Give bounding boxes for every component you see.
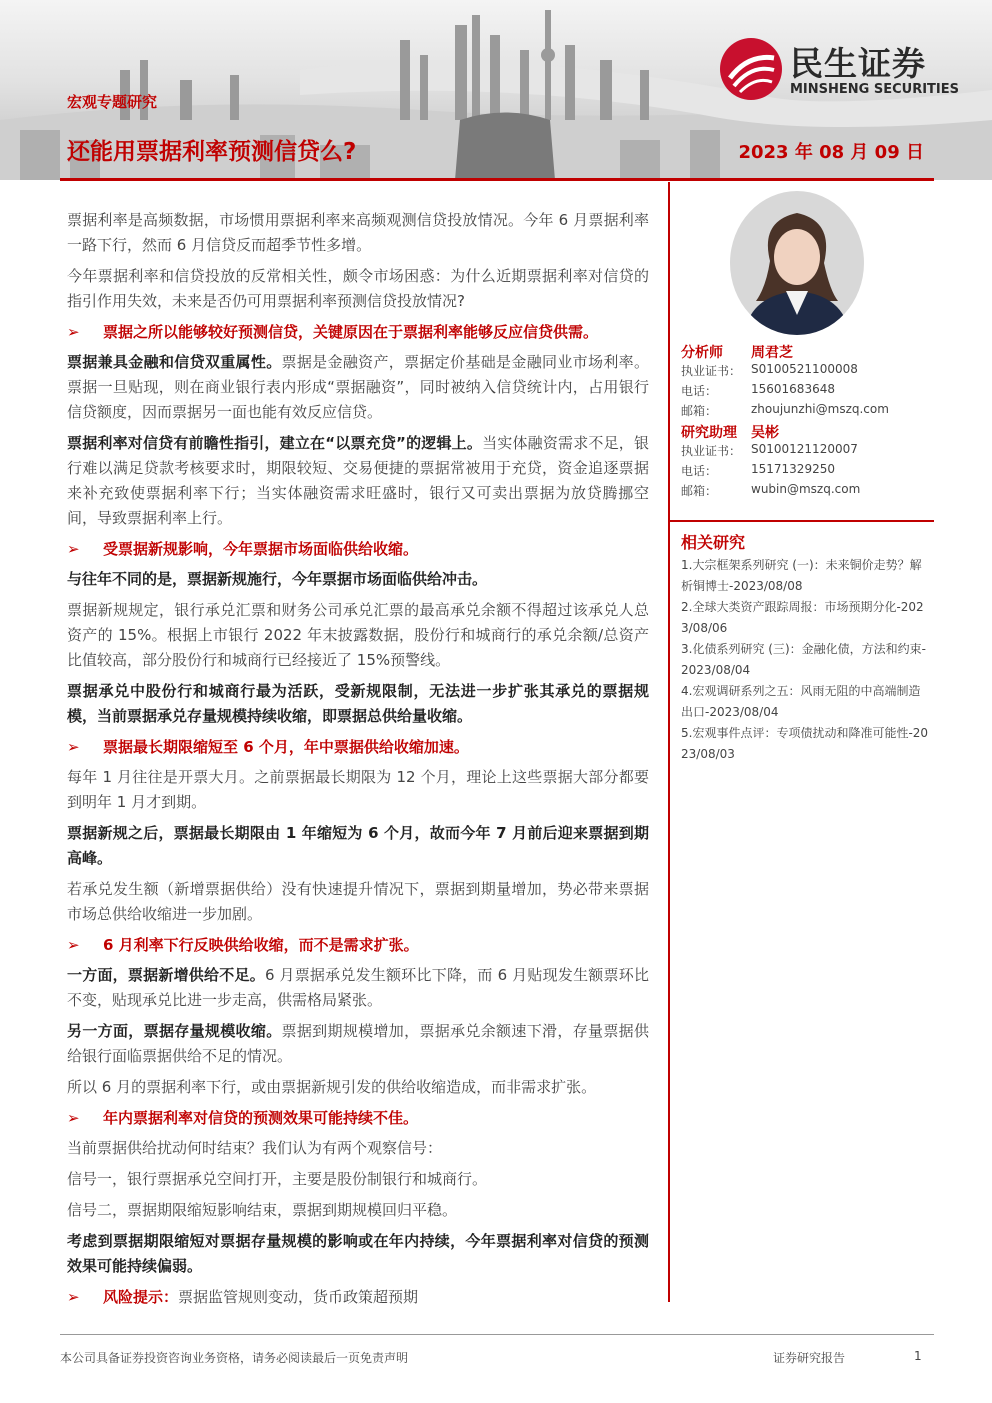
company-logo (718, 36, 968, 106)
analyst-value: S0100121120007 (751, 442, 858, 456)
analyst-value: S0100521100008 (751, 362, 858, 376)
paragraph-lead: 票据新规之后，票据最长期限由 1 年缩短为 6 个月，故而今年 7 月前后迎来票据到期高峰。 (67, 824, 649, 867)
sidebar-divider (670, 520, 934, 522)
paragraph-lead: 考虑到票据期限缩短对票据存量规模的影响或在年内持续，今年票据利率对信贷的预测效果可能持续偏弱。 (67, 1232, 649, 1275)
paragraph-text: 6 月票据承兑发生额环比下降，而 6 月贴现发生额票环比不变，贴现承兑比进一步走高，供需格局紧张。 (67, 966, 649, 1009)
logo-name: 民生证券 (790, 44, 926, 83)
body-paragraph (67, 1075, 649, 1100)
paragraph-text: 每年 1 月往往是开票大月。之前票据最长期限为 12 个月，理论上这些票据大部分都要到明年 1 月才到期。 (67, 768, 649, 811)
footer-disclaimer: 本公司具备证券投资咨询业务资格，请务必阅读最后一页免责声明 (60, 1351, 409, 1365)
analyst-name-row (681, 422, 931, 442)
section-heading (67, 1106, 649, 1130)
paragraph-text: 当实体融资需求不足，银行难以满足贷款考核要求时，期限较短、交易便捷的票据常被用于充贷，资金追逐票据来补充致使票据利率下行；当实体融资需求旺盛时，银行又可卖出票据为放贷腾挪空间，导致票据利率上行。 (67, 434, 649, 527)
column-divider (668, 182, 670, 1302)
analyst-label: 电话： (681, 464, 718, 478)
analyst-info (681, 342, 931, 502)
arrow-bullet-icon: ➢ (67, 738, 80, 756)
analyst-value: zhoujunzhi@mszq.com (751, 402, 889, 416)
analyst-detail-row (681, 402, 931, 422)
body-paragraph (67, 963, 649, 1013)
body-paragraph (67, 821, 649, 871)
arrow-bullet-icon: ➢ (67, 540, 80, 558)
related-research-item[interactable]: 5.宏观事件点评：专项债扰动和降准可能性-2023/08/03 (681, 726, 929, 761)
related-research-item[interactable]: 3.化债系列研究 (三)：金融化债，方法和约束-2023/08/04 (681, 642, 926, 677)
body-paragraph (67, 350, 649, 425)
arrow-bullet-icon: ➢ (67, 1109, 80, 1127)
analyst-value: 吴彬 (751, 425, 779, 441)
analyst-label: 邮箱： (681, 404, 718, 418)
section-heading-text: 6 月利率下行反映供给收缩，而不是需求扩张。 (103, 936, 419, 954)
page-number: 1 (914, 1349, 922, 1363)
logo-english-name: MINSHENG SECURITIES (790, 82, 959, 97)
body-paragraph (67, 1229, 649, 1279)
body-paragraph (67, 431, 649, 531)
section-heading (67, 537, 649, 561)
paragraph-lead: 一方面，票据新增供给不足。 (67, 966, 265, 984)
report-date: 2023 年 08 月 09 日 (738, 142, 924, 163)
arrow-bullet-icon: ➢ (67, 936, 80, 954)
arrow-bullet-icon: ➢ (67, 1288, 80, 1306)
section-heading (67, 933, 649, 957)
related-research-item[interactable]: 4.宏观调研系列之五：风雨无阻的中高端制造出口-2023/08/04 (681, 684, 921, 719)
paragraph-text: 当前票据供给扰动何时结束？我们认为有两个观察信号： (67, 1139, 443, 1157)
section-heading-text: 风险提示： (103, 1288, 179, 1306)
related-research-item[interactable]: 2.全球大类资产跟踪周报：市场预期分化-2023/08/06 (681, 600, 924, 635)
analyst-detail-row (681, 482, 931, 502)
analyst-detail-row (681, 382, 931, 402)
section-heading (67, 320, 649, 344)
analyst-name-row (681, 342, 931, 362)
paragraph-text: 票据是金融资产，票据定价基础是金融同业市场利率。票据一旦贴现，则在商业银行表内形成“票据融资”，同时被纳入信贷统计内，占用银行信贷额度，因而票据另一面也能有效反应信贷。 (67, 353, 649, 421)
section-heading-text: 受票据新规影响，今年票据市场面临供给收缩。 (103, 540, 419, 558)
paragraph-lead: 另一方面，票据存量规模收缩。 (67, 1022, 282, 1040)
body-paragraph (67, 1136, 649, 1161)
analyst-label: 执业证书： (681, 444, 742, 458)
body-paragraph (67, 1167, 649, 1192)
analyst-value: 周君芝 (751, 345, 793, 361)
related-research-title: 相关研究 (681, 533, 746, 552)
paragraph-text: 票据利率是高频数据，市场惯用票据利率来高频观测信贷投放情况。今年 6 月票据利率一路下行，然而 6 月信贷反而超季节性多增。 (67, 211, 649, 254)
body-paragraph (67, 877, 649, 927)
paragraph-lead: 票据承兑中股份行和城商行最为活跃，受新规限制，无法进一步扩张其承兑的票据规模，当前票据承兑存量规模持续收缩，即票据总供给量收缩。 (67, 682, 649, 725)
paragraph-lead: 票据利率对信贷有前瞻性指引，建立在“以票充贷”的逻辑上。 (67, 434, 483, 452)
section-heading-detail: 票据监管规则变动，货币政策超预期 (178, 1288, 419, 1306)
paragraph-lead: 与往年不同的是，票据新规施行，今年票据市场面临供给冲击。 (67, 570, 488, 588)
report-type: 宏观专题研究 (67, 93, 158, 111)
body-paragraph (67, 765, 649, 815)
paragraph-text: 信号一，银行票据承兑空间打开，主要是股份制银行和城商行。 (67, 1170, 488, 1188)
header-divider (60, 178, 934, 181)
analyst-label: 研究助理 (681, 425, 737, 441)
paragraph-text: 所以 6 月的票据利率下行，或由票据新规引发的供给收缩造成，而非需求扩张。 (67, 1078, 597, 1096)
report-body (67, 208, 649, 1315)
analyst-value: 15171329250 (751, 462, 835, 476)
analyst-label: 分析师 (681, 345, 723, 361)
body-paragraph (67, 567, 649, 592)
body-paragraph (67, 1198, 649, 1223)
paragraph-text: 信号二，票据期限缩短影响结束，票据到期规模回归平稳。 (67, 1201, 458, 1219)
report-title: 还能用票据利率预测信贷么? (67, 139, 357, 165)
analyst-label: 邮箱： (681, 484, 718, 498)
section-heading (67, 735, 649, 759)
analyst-value: 15601683648 (751, 382, 835, 396)
related-research-list (681, 555, 931, 765)
analyst-value: wubin@mszq.com (751, 482, 861, 496)
paragraph-lead: 票据兼具金融和信贷双重属性。 (67, 353, 282, 371)
body-paragraph (67, 208, 649, 258)
arrow-bullet-icon: ➢ (67, 323, 80, 341)
related-research-item[interactable]: 1.大宗框架系列研究 (一)：未来铜价走势？解析铜博士-2023/08/08 (681, 558, 922, 593)
body-paragraph (67, 679, 649, 729)
footer-divider (60, 1334, 934, 1335)
analyst-detail-row (681, 362, 931, 382)
body-paragraph (67, 264, 649, 314)
analyst-detail-row (681, 462, 931, 482)
footer-report-type: 证券研究报告 (773, 1351, 846, 1365)
section-heading-text: 年内票据利率对信贷的预测效果可能持续不佳。 (103, 1109, 419, 1127)
section-heading-text: 票据最长期限缩短至 6 个月，年中票据供给收缩加速。 (103, 738, 469, 756)
minsheng-logo-icon (718, 36, 784, 102)
paragraph-text: 今年票据利率和信贷投放的反常相关性，颇令市场困惑：为什么近期票据利率对信贷的指引作用失效，未来是否仍可用票据利率预测信贷投放情况? (67, 267, 649, 310)
paragraph-text: 票据到期规模增加，票据承兑余额速下滑，存量票据供给银行面临票据供给不足的情况。 (67, 1022, 649, 1065)
body-paragraph (67, 598, 649, 673)
paragraph-text: 若承兑发生额（新增票据供给）没有快速提升情况下，票据到期量增加，势必带来票据市场总供给收缩进一步加剧。 (67, 880, 649, 923)
analyst-detail-row (681, 442, 931, 462)
section-heading (67, 1285, 649, 1309)
section-heading-text: 票据之所以能够较好预测信贷，关键原因在于票据利率能够反应信贷供需。 (103, 323, 599, 341)
analyst-label: 执业证书： (681, 364, 742, 378)
body-paragraph (67, 1019, 649, 1069)
paragraph-text: 票据新规规定，银行承兑汇票和财务公司承兑汇票的最高承兑余额不得超过该承兑人总资产的 15%。根据上市银行 2022 年末披露数据，股份行和城商行的承兑余额/总资产比值较高，部分股份行和城商行已经接近了 15%预警线。 (67, 601, 649, 669)
analyst-photo (730, 191, 864, 335)
analyst-label: 电话： (681, 384, 718, 398)
